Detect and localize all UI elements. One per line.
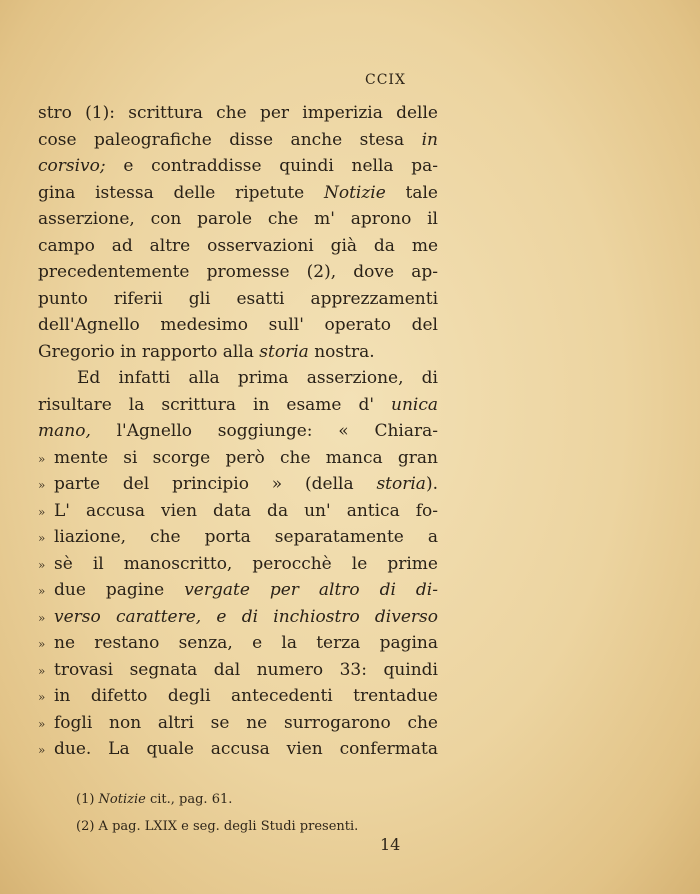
text-line bbox=[38, 604, 438, 631]
text-run: stro (1): scrittura che per imperizia delle bbox=[38, 103, 438, 123]
quote-mark: » bbox=[38, 531, 46, 545]
italic-text: verso carattere, e di inchiostro diverso bbox=[54, 606, 438, 627]
text-line bbox=[38, 471, 438, 498]
italic-text: in bbox=[421, 129, 438, 150]
italic-text: vergate per altro di di- bbox=[184, 580, 438, 600]
signature-mark: 14 bbox=[380, 835, 401, 854]
text-run: mente si scorge però che manca gran bbox=[54, 447, 438, 468]
text-run: L' accusa vien data da un' antica fo- bbox=[54, 500, 438, 521]
text-line bbox=[38, 657, 438, 684]
text-line bbox=[38, 233, 438, 260]
text-run: cit., pag. 61. bbox=[145, 792, 233, 807]
text-line bbox=[38, 286, 438, 313]
text-run: due pagine bbox=[54, 580, 185, 600]
text-line bbox=[38, 736, 438, 763]
quote-mark: » bbox=[38, 584, 46, 598]
italic-text: corsivo; bbox=[38, 156, 106, 176]
text-line bbox=[38, 418, 438, 445]
text-line bbox=[38, 392, 438, 419]
text-line bbox=[38, 153, 438, 180]
body-text bbox=[38, 100, 438, 763]
italic-text: storia bbox=[376, 474, 426, 494]
text-line bbox=[38, 524, 438, 551]
text-run: l'Agnello soggiunge: « Chiara- bbox=[90, 421, 438, 441]
text-run: (1) bbox=[76, 792, 99, 807]
text-line bbox=[38, 710, 438, 737]
page-number: CCIX bbox=[365, 72, 406, 88]
text-run: gina istessa delle ripetute bbox=[38, 182, 324, 203]
text-line bbox=[38, 180, 438, 207]
text-line bbox=[38, 445, 438, 472]
text-line bbox=[38, 498, 438, 525]
italic-text: storia bbox=[259, 341, 309, 362]
text-run: punto riferii gli esatti apprezzamenti bbox=[38, 288, 438, 309]
footnotes bbox=[76, 786, 456, 840]
text-run: cose paleografiche disse anche stesa bbox=[38, 129, 422, 150]
quote-mark: » bbox=[38, 637, 46, 651]
text-run: liazione, che porta separatamente a bbox=[54, 527, 438, 547]
quote-mark: » bbox=[38, 557, 46, 572]
text-line bbox=[38, 551, 438, 578]
text-line bbox=[38, 312, 438, 339]
text-run: trovasi segnata dal numero 33: quindi bbox=[54, 659, 438, 680]
text-line bbox=[38, 100, 438, 127]
text-run: e contraddisse quindi nella pa- bbox=[105, 156, 438, 176]
text-line bbox=[38, 630, 438, 657]
quote-mark: » bbox=[38, 716, 46, 731]
text-run: campo ad altre osservazioni già da me bbox=[38, 235, 438, 256]
text-line bbox=[38, 206, 438, 233]
text-run: Gregorio in rapporto alla bbox=[38, 341, 260, 362]
italic-text: Notizie bbox=[323, 182, 386, 203]
quote-mark: » bbox=[38, 690, 46, 704]
text-run: precedentemente promesse (2), dove ap- bbox=[38, 262, 438, 282]
text-line bbox=[38, 127, 438, 154]
quote-mark: » bbox=[38, 610, 46, 625]
text-run: ne restano senza, e la terza pagina bbox=[54, 633, 438, 653]
italic-text: mano, bbox=[38, 421, 91, 441]
text-run: parte del principio » (della bbox=[54, 474, 377, 494]
text-run: due. La quale accusa vien confermata bbox=[54, 739, 438, 759]
text-run: asserzione, con parole che m' aprono il bbox=[38, 209, 438, 229]
italic-text: Notizie bbox=[98, 792, 146, 807]
quote-mark: » bbox=[38, 743, 46, 757]
text-line bbox=[38, 339, 438, 366]
text-line bbox=[38, 683, 438, 710]
text-run: fogli non altri se ne surrogarono che bbox=[54, 712, 438, 733]
quote-mark: » bbox=[38, 504, 46, 519]
footnote bbox=[76, 786, 456, 813]
italic-text: unica bbox=[391, 394, 438, 415]
text-run: risultare la scrittura in esame d' bbox=[38, 394, 391, 415]
text-run: dell'Agnello medesimo sull' operato del bbox=[38, 315, 438, 335]
quote-mark: » bbox=[38, 663, 46, 678]
text-run: sè il manoscritto, perocchè le prime bbox=[54, 553, 438, 574]
text-run: (2) A pag. LXIX e seg. degli Studi presenti. bbox=[76, 819, 359, 834]
text-run: Ed infatti alla prima asserzione, di bbox=[77, 368, 438, 388]
quote-mark: » bbox=[38, 478, 46, 492]
text-run: ). bbox=[425, 474, 438, 494]
quote-mark: » bbox=[38, 451, 46, 466]
text-run: in difetto degli antecedenti trentadue bbox=[54, 686, 438, 706]
text-run: nostra. bbox=[308, 341, 375, 362]
text-run: tale bbox=[385, 182, 438, 203]
text-line bbox=[38, 577, 438, 604]
text-line bbox=[38, 365, 438, 392]
text-line bbox=[38, 259, 438, 286]
